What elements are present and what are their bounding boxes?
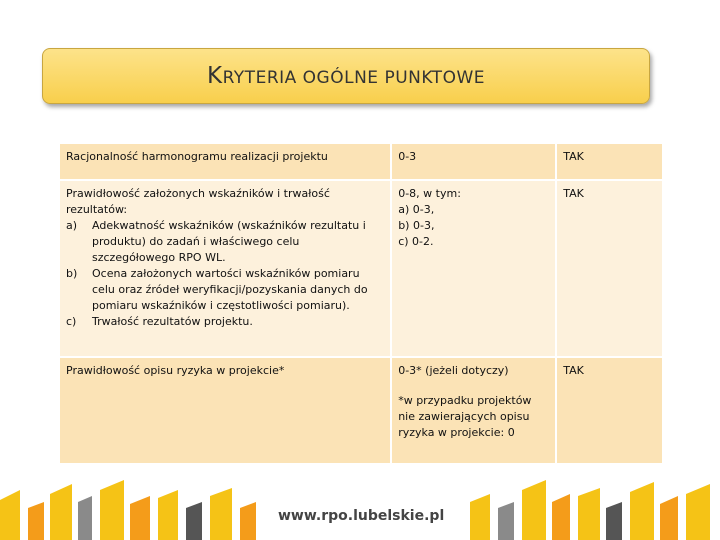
logo-shapes-left bbox=[0, 480, 256, 540]
decision-cell bbox=[557, 144, 662, 179]
list-item bbox=[66, 314, 384, 330]
logo-shape bbox=[240, 502, 256, 540]
logo-shape bbox=[78, 496, 92, 540]
title-rest: RYTERIA OGÓLNE PUNKTOWE bbox=[222, 68, 485, 88]
score-text: 0-8, w tym: bbox=[398, 187, 461, 200]
logo-shape bbox=[210, 488, 232, 540]
item-marker: c) bbox=[66, 315, 77, 328]
title-initial: K bbox=[206, 63, 223, 89]
score-cell bbox=[392, 179, 557, 358]
score-text: 0-3 bbox=[398, 150, 417, 163]
item-marker: b) bbox=[66, 267, 78, 280]
logo-shape bbox=[470, 494, 490, 540]
footer-url: www.rpo.lubelskie.pl bbox=[278, 508, 445, 524]
score-text: 0-3* (jeżeli dotyczy) bbox=[398, 364, 509, 377]
logo-shape bbox=[186, 502, 202, 540]
criterion-subitems bbox=[66, 218, 384, 330]
criterion-text: Racjonalność harmonogramu realizacji projektu bbox=[66, 150, 328, 163]
table-row bbox=[60, 179, 662, 358]
footer-decoration bbox=[0, 468, 720, 540]
logo-shape bbox=[0, 490, 20, 540]
page-title bbox=[207, 63, 485, 89]
criterion-cell bbox=[60, 144, 392, 179]
decision-text: TAK bbox=[563, 150, 584, 163]
logo-shape bbox=[50, 484, 72, 540]
criterion-cell bbox=[60, 179, 392, 358]
score-item: a) 0-3, bbox=[398, 203, 435, 216]
item-text: Adekwatność wskaźników (wskaźników rezultatu i produktu) do zadań i właściwego celu szczegółowego RPO WL. bbox=[92, 219, 366, 264]
title-banner bbox=[42, 48, 650, 104]
logo-shape bbox=[630, 482, 654, 540]
logo-shape bbox=[660, 496, 678, 540]
score-cell bbox=[392, 358, 557, 463]
criteria-table bbox=[60, 144, 662, 463]
list-item bbox=[66, 218, 384, 266]
decision-cell bbox=[557, 358, 662, 463]
decision-text: TAK bbox=[563, 187, 584, 200]
criterion-text: Prawidłowość opisu ryzyka w projekcie* bbox=[66, 364, 285, 377]
logo-shape bbox=[158, 490, 178, 540]
logo-shape bbox=[28, 502, 44, 540]
logo-shape bbox=[522, 480, 546, 540]
decision-cell bbox=[557, 179, 662, 358]
logo-shape bbox=[552, 494, 570, 540]
item-text: Trwałość rezultatów projektu. bbox=[92, 315, 253, 328]
logo-shape bbox=[498, 502, 514, 540]
logo-shape bbox=[686, 484, 710, 540]
table-row bbox=[60, 144, 662, 179]
item-marker: a) bbox=[66, 219, 78, 232]
score-note: *w przypadku projektów nie zawierających opisu ryzyka w projekcie: 0 bbox=[398, 394, 532, 439]
table-row bbox=[60, 358, 662, 463]
list-item bbox=[66, 266, 384, 314]
logo-shape bbox=[578, 488, 600, 540]
criterion-cell bbox=[60, 358, 392, 463]
logo-shape bbox=[606, 502, 622, 540]
logo-shape bbox=[130, 496, 150, 540]
score-cell bbox=[392, 144, 557, 179]
score-item: b) 0-3, bbox=[398, 219, 435, 232]
item-text: Ocena założonych wartości wskaźników pomiaru celu oraz źródeł weryfikacji/pozyskania danych do pomiaru wskaźników i częstotliwości pomiaru). bbox=[92, 267, 368, 312]
logo-shape bbox=[100, 480, 124, 540]
score-item: c) 0-2. bbox=[398, 235, 434, 248]
logo-shapes-right bbox=[470, 480, 710, 540]
decision-text: TAK bbox=[563, 364, 584, 377]
criterion-text: Prawidłowość założonych wskaźników i trwałość rezultatów: bbox=[66, 187, 330, 216]
